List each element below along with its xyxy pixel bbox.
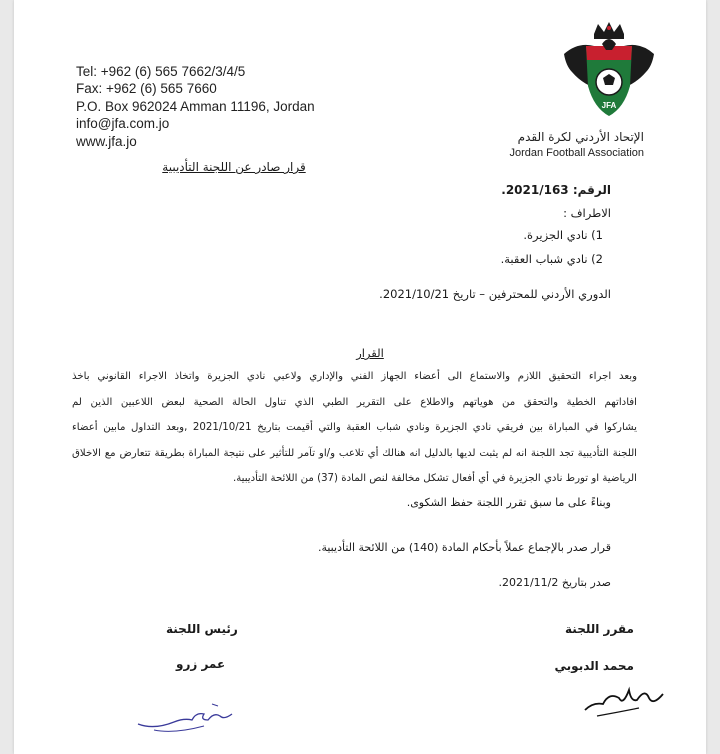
body-line: الرياضية او تورط نادي الجزيرة في أي أفعال تشكل مخالفة لنص المادة (37) من اللائحة التأديبية. bbox=[232, 473, 637, 484]
based-on-text: وبناءً على ما سبق تقرر اللجنة حفظ الشكوى. bbox=[406, 496, 611, 509]
logo-text: JFA bbox=[601, 101, 617, 110]
chair-signature bbox=[134, 690, 244, 735]
issued-date: صدر بتاريخ 2021/11/2. bbox=[498, 576, 611, 589]
email-text: info@jfa.com.jo bbox=[76, 116, 170, 132]
fax-text: Fax: +962 (6) 565 7660 bbox=[76, 81, 217, 97]
org-name-english: Jordan Football Association bbox=[509, 147, 644, 159]
unanimous-text: قرار صدر بالإجماع عملاً بأحكام المادة (140) من اللائحة التأديبية. bbox=[317, 541, 611, 554]
rapporteur-name: محمد الدبوبي bbox=[554, 659, 634, 673]
po-box-text: P.O. Box 962024 Amman 11196, Jordan bbox=[76, 98, 315, 114]
document-title: قرار صادر عن اللجنة التأديبية bbox=[162, 160, 306, 174]
party-item: 2) نادي شباب العقبة. bbox=[500, 252, 603, 266]
document-page bbox=[14, 0, 706, 754]
chair-name: عمر زرو bbox=[176, 657, 226, 671]
body-line: وبعد اجراء التحقيق اللازم والاستماع الى أعضاء الجهاز الفني والإداري ولاعبي نادي الجزيرة واتخاذ الاجراء القانوني باخذ bbox=[72, 371, 637, 382]
decision-heading: القرار bbox=[356, 346, 384, 360]
reference-number: الرقم: 2021/163. bbox=[501, 183, 611, 197]
league-line: الدوري الأردني للمحترفين – تاريخ 2021/10/21. bbox=[379, 287, 611, 301]
chair-title: رئيس اللجنة bbox=[166, 622, 238, 636]
org-name-arabic: الإتحاد الأردني لكرة القدم bbox=[517, 130, 644, 144]
parties-heading: الاطراف : bbox=[563, 206, 611, 220]
website-text: www.jfa.jo bbox=[76, 133, 137, 149]
contact-block bbox=[76, 63, 315, 150]
crown-icon bbox=[594, 22, 624, 39]
rapporteur-signature bbox=[579, 672, 669, 722]
jfa-logo bbox=[554, 20, 664, 140]
rapporteur-title: مقرر اللجنة bbox=[565, 622, 634, 636]
party-item: 1) نادي الجزيرة. bbox=[523, 228, 603, 242]
body-line: افاداتهم الخطية والتحقق من هوياتهم والاطلاع على التقرير الطبي الذي تناول الحالة الصحية لبعض اللاعبين الذين لم bbox=[72, 396, 637, 408]
decision-body bbox=[72, 364, 637, 492]
body-line: يشاركوا في المباراة بين فريقي نادي الجزيرة ونادي شباب العقبة والتي أقيمت بتاريخ 2021/10/21 ,وبعد التداول مابين أعضاء bbox=[72, 422, 637, 433]
body-line: اللجنة التأديبية تجد اللجنة انه لم يثبت لديها بالدليل انه هنالك أي تلاعب و/او تآمر للتأثير على نتيجة المباراة بطريقة تتعارض مع الاخلاق bbox=[72, 447, 637, 459]
tel-text: Tel: +962 (6) 565 7662/3/4/5 bbox=[76, 64, 246, 79]
